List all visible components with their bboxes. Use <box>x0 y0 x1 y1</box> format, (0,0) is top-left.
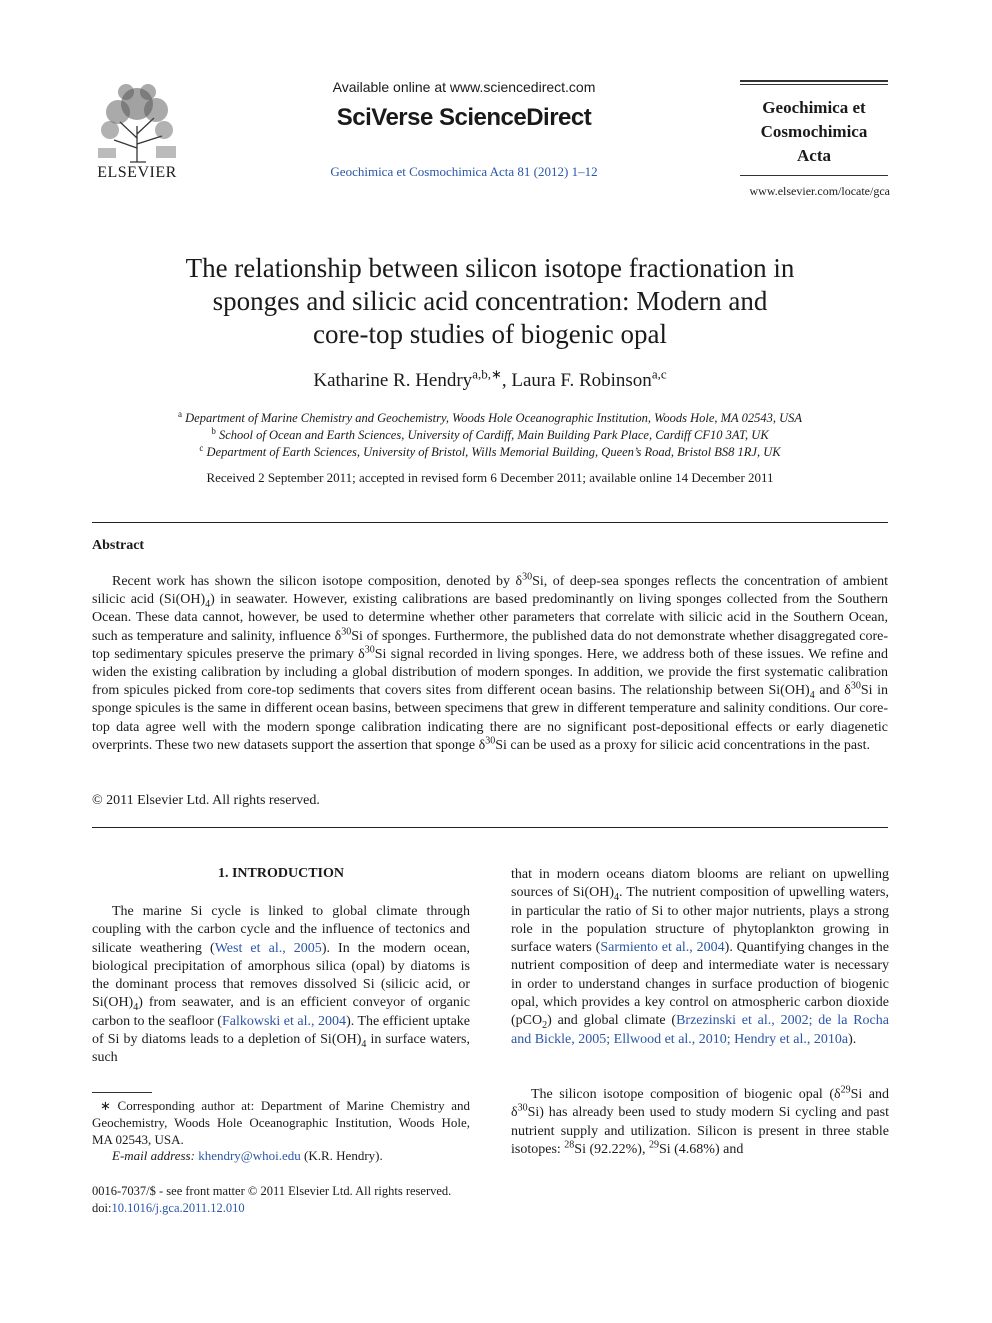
article-title <box>92 252 888 351</box>
title-line2: sponges and silicic acid concentration: Modern and <box>212 286 768 316</box>
ref-sarmiento-2004[interactable]: Sarmiento et al., 2004 <box>600 940 725 956</box>
doi-link[interactable]: 10.1016/j.gca.2011.12.010 <box>111 1201 245 1215</box>
journal-rule-top <box>740 80 888 82</box>
authors <box>92 366 888 392</box>
ref-brzezinski-group[interactable]: Brzezinski et al., 2002; de la Rocha and Bickle, 2005; Ellwood et al., 2010; Hendry et al., 2010a <box>511 1013 889 1047</box>
author-hendry[interactable]: Katharine R. Hendry <box>313 370 473 391</box>
tree-icon <box>90 78 184 164</box>
elsevier-wordmark: ELSEVIER <box>97 164 177 181</box>
affiliation-a: $^a$ Department of Marine Chemistry and Geochemistry, Woods Hole Oceanographic Institution, Woods Hole, MA 02543, USA <box>178 408 802 425</box>
intro-paragraph-1-continued: that in modern oceans diatom blooms are reliant on upwelling sources of $Si(OH)_4$. The nutrient composition of upwelling waters, in particular the ratio of Si to other major nutrients, plays a strong role in the population structure of phytoplankton growing in surface waters (Sarmiento et al., 2004). Quantifying changes in the nutrient composition of deep and intermediate water is necessary in order to understand changes in surface production of biogenic opal, which provides a key control on atmospheric carbon dioxide (pCO$_2$) and global climate (Brzezinski et al., 2002; de la Rocha and Bickle, 2005; Ellwood et al., 2010; Hendry et al., 2010a). <box>511 867 889 1047</box>
ref-falkowski-2004[interactable]: Falkowski et al., 2004 <box>221 1013 347 1029</box>
intro-paragraph-1: The marine Si cycle is linked to global climate through coupling with the carbon cycle and the influence of tectonics and silicate weathering (West et al., 2005). In the modern ocean, biological precipitation of amorphous silica (opal) by diatoms is the dominant process that removes dissolved Si (silicic acid, or $Si(OH)_4$) from seawater, and is an efficient conveyor of organic carbon to the seafloor (Falkowski et al., 2004). The efficient uptake of Si by diatoms leads to a depletion of $Si(OH)_4$ in surface waters, such <box>92 904 471 1066</box>
author-hendry-affil[interactable]: a,b,∗ <box>472 366 502 382</box>
affiliation-b: $^b$ School of Ocean and Earth Sciences, University of Cardiff, Main Building Park Place, Cardiff CF10 3AT, UK <box>211 425 769 442</box>
journal-url[interactable]: www.elsevier.com/locate/gca <box>749 184 890 198</box>
footnote-rule <box>92 1092 152 1093</box>
copyright: © 2011 Elsevier Ltd. All rights reserved. <box>92 793 320 808</box>
journal-name <box>740 96 888 168</box>
issn-line: 0016-7037/$ - see front matter © 2011 Elsevier Ltd. All rights reserved. <box>92 1184 452 1198</box>
received-dates: Received 2 September 2011; accepted in revised form 6 December 2011; available online 14 December 2011 <box>206 470 774 485</box>
affiliations <box>92 410 888 461</box>
journal-name-line2: Cosmochimica <box>760 122 868 141</box>
journal-rule-bottom <box>740 175 888 176</box>
section-heading-introduction: 1. INTRODUCTION <box>217 866 344 881</box>
footnote-corresponding: ∗ Corresponding author at: Department of Marine Chemistry and Geochemistry, Woods Hole Oceanographic Institution, Woods Hole, MA 02543, USA. <box>92 1098 470 1147</box>
divider-top <box>92 522 888 523</box>
author-robinson[interactable]: Laura F. Robinson <box>511 370 652 391</box>
title-line1: The relationship between silicon isotope fractionation in <box>185 253 795 283</box>
divider-bottom <box>92 827 888 828</box>
author-separator: , <box>501 370 507 391</box>
journal-rule-top-2 <box>740 84 888 85</box>
abstract-heading: Abstract <box>92 538 145 553</box>
title-line3: core-top studies of biogenic opal <box>313 319 667 349</box>
journal-name-line1: Geochimica et <box>762 98 866 117</box>
email-link[interactable]: khendry@whoi.edu <box>198 1148 301 1163</box>
ref-west-2005[interactable]: West et al., 2005 <box>214 940 322 956</box>
author-robinson-affil[interactable]: a,c <box>651 366 667 382</box>
intro-paragraph-2: The silicon isotope composition of biogenic opal ($\delta^{29}Si$ and $\delta^{30}Si$) has already been used to study modern Si cycling and past nutrient supply and utilization. Silicon is present in three stable isotopes: $^{28}$Si (92.22%), $^{29}$Si (4.68%) and <box>511 1084 889 1157</box>
footnote-email: E-mail address: khendry@whoi.edu (K.R. Hendry). <box>112 1148 383 1163</box>
sciencedirect-wordmark[interactable]: SciVerse ScienceDirect <box>336 104 592 131</box>
abstract-body: Recent work has shown the silicon isotope composition, denoted by $\delta^{30}Si$, of deep-sea sponges reflects the concentration of ambient silicic acid $(Si(OH)_4)$ in seawater. However, existing calibrations are based predominantly on living sponges collected from the Southern Ocean. These data cannot, however, be used to determine whether other parameters that correlate with silicic acid in the Southern Ocean, such as temperature and salinity, influence $\delta^{30}Si$ of sponges. Furthermore, the published data do not demonstrate whether disaggregated core-top sedimentary spicules preserve the primary $\delta^{30}Si$ signal recorded in living sponges. Here, we address both of these issues. We refine and widen the existing calibration by including a global distribution of modern sponges. In addition, we provide the first systematic calibration from spicules picked from core-top sediments that covers sites from different ocean basins. The relationship between $Si(OH)_4$ and $\delta^{30}Si$ in sponge spicules is the same in different ocean basins, between specimens that grew in different temperature and salinity conditions. Our core-top data agree well with the modern sponge calibration indicating there are no significant post-depositional effects or early diagenetic overprints. These two new datasets support the assertion that sponge $\delta^{30}Si$ can be used as a proxy for silicic acid concentrations in the past. <box>92 571 889 753</box>
available-online: Available online at www.sciencedirect.com <box>332 79 596 95</box>
elsevier-logo <box>90 78 184 184</box>
journal-citation-link[interactable]: Geochimica et Cosmochimica Acta 81 (2012) 1–12 <box>330 164 598 179</box>
footnote-star: ∗ <box>100 1098 111 1113</box>
affiliation-c: $^c$ Department of Earth Sciences, University of Bristol, Wills Memorial Building, Queen’s Road, Bristol BS8 1RJ, UK <box>199 442 781 459</box>
journal-name-line3: Acta <box>797 146 831 165</box>
doi-line: doi:10.1016/j.gca.2011.12.010 <box>92 1201 245 1215</box>
